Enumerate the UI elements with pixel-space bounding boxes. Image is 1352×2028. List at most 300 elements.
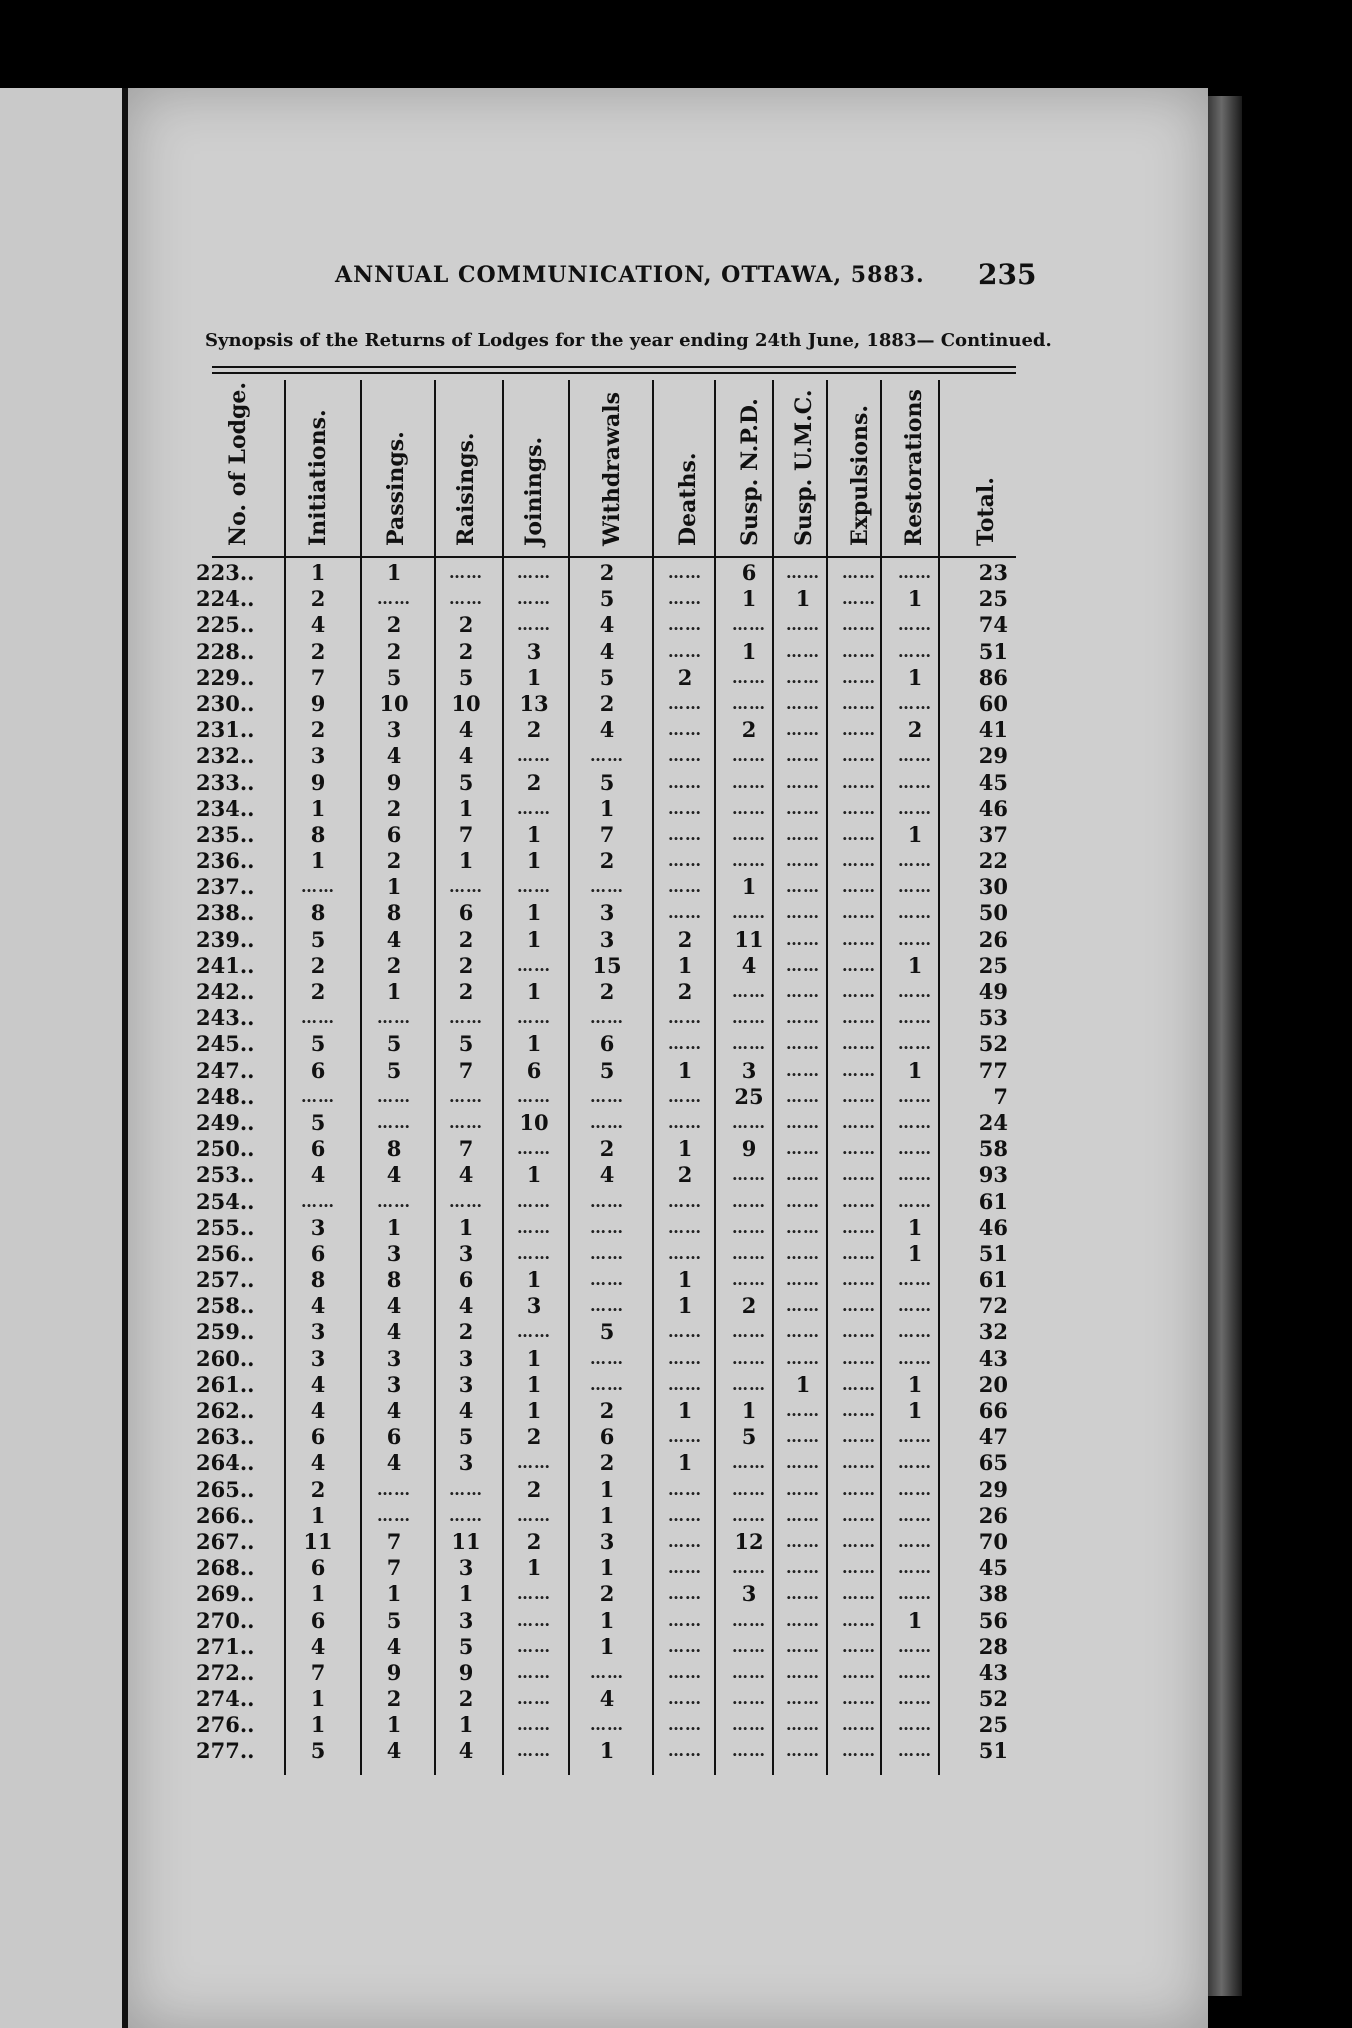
table-row xyxy=(196,1659,1016,1686)
table-row xyxy=(196,874,1016,900)
lodge-number: 245.. xyxy=(196,1031,255,1057)
cell-empty-dots: …… xyxy=(898,1662,932,1682)
cell-empty-dots: …… xyxy=(732,1479,766,1499)
cell-empty-dots: …… xyxy=(842,1741,876,1761)
cell-rest: 1 xyxy=(907,1240,923,1266)
cell-init: 4 xyxy=(310,1371,326,1397)
cell-init: 6 xyxy=(310,1240,326,1266)
table-row xyxy=(196,1057,1016,1084)
cell-total: 51 xyxy=(978,638,1008,664)
cell-empty-dots: …… xyxy=(842,1008,876,1028)
cell-rest: 1 xyxy=(907,821,923,847)
cell-empty-dots: …… xyxy=(517,1662,551,1682)
cell-raise: 3 xyxy=(458,1345,474,1371)
cell-total: 93 xyxy=(978,1162,1008,1188)
cell-init: 4 xyxy=(310,1633,326,1659)
cell-join: 1 xyxy=(526,1371,542,1397)
cell-pass: 2 xyxy=(386,848,402,874)
cell-death: 1 xyxy=(677,952,693,978)
cell-empty-dots: …… xyxy=(732,1165,766,1185)
cell-init: 4 xyxy=(310,1162,326,1188)
cell-empty-dots: …… xyxy=(786,1243,820,1263)
cell-total: 7 xyxy=(993,1083,1008,1109)
cell-empty-dots: …… xyxy=(842,1531,876,1551)
table-row xyxy=(196,1686,1016,1712)
lodge-number: 228.. xyxy=(196,638,255,664)
cell-raise: 7 xyxy=(458,821,474,847)
cell-with: 1 xyxy=(599,1502,615,1528)
cell-empty-dots: …… xyxy=(842,615,876,635)
cell-init: 4 xyxy=(310,1293,326,1319)
cell-npd: 1 xyxy=(741,1398,757,1423)
top-rule xyxy=(212,366,1016,368)
cell-empty-dots: …… xyxy=(898,1191,932,1211)
cell-total: 66 xyxy=(978,1398,1008,1423)
header-rule xyxy=(212,556,1016,558)
cell-pass: 8 xyxy=(386,1136,402,1162)
lodge-number: 247.. xyxy=(196,1057,255,1083)
table-row xyxy=(196,586,1016,612)
cell-empty-dots: …… xyxy=(732,1610,766,1630)
cell-total: 60 xyxy=(978,690,1008,716)
cell-with: 1 xyxy=(599,1738,615,1764)
cell-init: 1 xyxy=(310,1712,326,1738)
lodge-number: 268.. xyxy=(196,1555,255,1581)
cell-empty-dots: …… xyxy=(668,563,702,582)
cell-pass: 4 xyxy=(386,743,402,769)
cell-with: 4 xyxy=(599,638,615,664)
cell-pass: 2 xyxy=(386,638,402,664)
cell-init: 9 xyxy=(310,769,326,795)
cell-death: 2 xyxy=(677,926,693,952)
cell-init: 2 xyxy=(310,586,326,612)
lodge-number: 236.. xyxy=(196,848,255,874)
cell-empty-dots: …… xyxy=(842,1112,876,1132)
cell-with: 2 xyxy=(599,560,615,585)
cell-raise: 2 xyxy=(458,1686,474,1712)
col-head-expulsions: Expulsions. xyxy=(847,404,873,546)
cell-total: 26 xyxy=(978,1502,1008,1528)
running-header: ANNUAL COMMUNICATION, OTTAWA, 5883. xyxy=(335,262,925,288)
table-row xyxy=(196,1240,1016,1267)
lodge-number: 235.. xyxy=(196,821,255,847)
cell-empty-dots: …… xyxy=(732,1348,766,1368)
cell-init: 3 xyxy=(310,743,326,769)
cell-join: 3 xyxy=(526,1293,542,1319)
cell-death: 2 xyxy=(677,979,693,1004)
cell-join: 2 xyxy=(526,1528,542,1554)
cell-total: 61 xyxy=(978,1188,1008,1214)
cell-raise: 1 xyxy=(458,1214,474,1240)
cell-empty-dots: …… xyxy=(517,1636,551,1656)
cell-empty-dots: …… xyxy=(898,929,932,949)
cell-empty-dots: …… xyxy=(668,1348,702,1368)
cell-npd: 4 xyxy=(741,952,757,978)
cell-init: 4 xyxy=(310,1450,326,1476)
cell-empty-dots: …… xyxy=(668,1427,702,1447)
cell-init: 5 xyxy=(310,1738,326,1764)
cell-raise: 2 xyxy=(458,1319,474,1345)
cell-empty-dots: …… xyxy=(786,1139,820,1159)
table-row xyxy=(196,821,1016,848)
cell-empty-dots: …… xyxy=(898,615,932,635)
cell-empty-dots: …… xyxy=(449,1505,483,1525)
cell-pass: 6 xyxy=(386,1424,402,1450)
cell-empty-dots: …… xyxy=(517,615,551,635)
cell-init: 6 xyxy=(310,1136,326,1162)
cell-npd: 9 xyxy=(741,1136,757,1162)
table-row xyxy=(196,1633,1016,1660)
cell-empty-dots: …… xyxy=(898,877,932,897)
lodge-number: 264.. xyxy=(196,1450,255,1476)
cell-empty-dots: …… xyxy=(898,1689,932,1709)
lodge-number: 234.. xyxy=(196,795,255,821)
cell-empty-dots: …… xyxy=(786,1008,820,1028)
cell-empty-dots: …… xyxy=(786,798,820,818)
cell-empty-dots: …… xyxy=(668,798,702,818)
cell-with: 2 xyxy=(599,690,615,716)
table-row xyxy=(196,1555,1016,1581)
cell-with: 3 xyxy=(599,900,615,926)
cell-total: 52 xyxy=(978,1686,1008,1712)
cell-empty-dots: …… xyxy=(668,1322,702,1342)
cell-init: 3 xyxy=(310,1319,326,1345)
cell-empty-dots: …… xyxy=(786,1060,820,1080)
cell-empty-dots: …… xyxy=(842,1060,876,1080)
cell-total: 46 xyxy=(978,1214,1008,1240)
cell-raise: 6 xyxy=(458,900,474,926)
table-row xyxy=(196,979,1016,1005)
cell-empty-dots: …… xyxy=(517,877,551,897)
cell-join: 2 xyxy=(526,769,542,795)
cell-empty-dots: …… xyxy=(786,1034,820,1054)
table-row xyxy=(196,769,1016,796)
lodge-number: 233.. xyxy=(196,769,255,795)
facing-page-edge xyxy=(0,88,122,2028)
cell-join: 1 xyxy=(526,900,542,926)
cell-empty-dots: …… xyxy=(517,798,551,818)
cell-empty-dots: …… xyxy=(898,1715,932,1735)
cell-raise: 2 xyxy=(458,638,474,664)
cell-empty-dots: …… xyxy=(668,641,702,661)
cell-empty-dots: …… xyxy=(517,1505,551,1525)
cell-empty-dots: …… xyxy=(449,589,483,609)
cell-with: 5 xyxy=(599,1057,615,1083)
cell-empty-dots: …… xyxy=(842,1348,876,1368)
table-row xyxy=(196,1136,1016,1162)
cell-empty-dots: …… xyxy=(668,824,702,844)
cell-empty-dots: …… xyxy=(668,1374,702,1394)
cell-raise: 7 xyxy=(458,1136,474,1162)
cell-empty-dots: …… xyxy=(517,746,551,766)
cell-empty-dots: …… xyxy=(668,1479,702,1499)
cell-empty-dots: …… xyxy=(590,1112,624,1132)
cell-raise: 1 xyxy=(458,1712,474,1738)
cell-empty-dots: …… xyxy=(786,1191,820,1211)
cell-raise: 2 xyxy=(458,926,474,952)
cell-raise: 3 xyxy=(458,1555,474,1581)
cell-empty-dots: …… xyxy=(590,1348,624,1368)
cell-empty-dots: …… xyxy=(590,1296,624,1316)
cell-empty-dots: …… xyxy=(732,746,766,766)
cell-empty-dots: …… xyxy=(377,1505,411,1525)
cell-total: 45 xyxy=(978,1555,1008,1581)
lodge-number: 272.. xyxy=(196,1659,255,1685)
cell-empty-dots: …… xyxy=(898,1348,932,1368)
cell-join: 1 xyxy=(526,1398,542,1423)
cell-empty-dots: …… xyxy=(786,1584,820,1604)
cell-npd: 1 xyxy=(741,874,757,900)
cell-total: 61 xyxy=(978,1267,1008,1293)
cell-empty-dots: …… xyxy=(786,641,820,661)
cell-raise: 4 xyxy=(458,1738,474,1764)
cell-total: 25 xyxy=(978,1712,1008,1738)
lodge-number: 241.. xyxy=(196,952,255,978)
cell-empty-dots: …… xyxy=(786,1086,820,1106)
cell-empty-dots: …… xyxy=(898,641,932,661)
cell-empty-dots: …… xyxy=(842,1191,876,1211)
cell-pass: 2 xyxy=(386,612,402,638)
cell-empty-dots: …… xyxy=(898,982,932,1001)
cell-empty-dots: …… xyxy=(377,1191,411,1211)
cell-total: 30 xyxy=(978,874,1008,900)
cell-init: 1 xyxy=(310,1581,326,1607)
cell-pass: 3 xyxy=(386,717,402,743)
cell-pass: 5 xyxy=(386,1031,402,1057)
cell-death: 1 xyxy=(677,1057,693,1083)
cell-umc: 1 xyxy=(795,1371,811,1397)
col-head-initiations: Initiations. xyxy=(305,409,331,546)
cell-init: 5 xyxy=(310,1109,326,1135)
cell-empty-dots: …… xyxy=(732,693,766,713)
cell-init: 6 xyxy=(310,1424,326,1450)
cell-empty-dots: …… xyxy=(732,1453,766,1473)
cell-empty-dots: …… xyxy=(786,1636,820,1656)
cell-join: 1 xyxy=(526,1345,542,1371)
lodge-table xyxy=(196,560,1016,1765)
table-row xyxy=(196,1214,1016,1241)
cell-death: 1 xyxy=(677,1450,693,1476)
cell-empty-dots: …… xyxy=(668,1191,702,1211)
cell-rest: 1 xyxy=(907,1398,923,1423)
cell-empty-dots: …… xyxy=(732,982,766,1001)
cell-pass: 10 xyxy=(379,690,409,716)
cell-total: 52 xyxy=(978,1031,1008,1057)
cell-empty-dots: …… xyxy=(732,1112,766,1132)
cell-raise: 3 xyxy=(458,1240,474,1266)
cell-empty-dots: …… xyxy=(590,746,624,766)
cell-empty-dots: …… xyxy=(301,1008,335,1028)
cell-join: 1 xyxy=(526,1267,542,1293)
lodge-number: 250.. xyxy=(196,1136,255,1162)
cell-empty-dots: …… xyxy=(517,1008,551,1028)
cell-rest: 1 xyxy=(907,1214,923,1240)
cell-init: 2 xyxy=(310,1476,326,1502)
cell-total: 29 xyxy=(978,743,1008,769)
cell-empty-dots: …… xyxy=(590,1217,624,1237)
cell-empty-dots: …… xyxy=(517,1610,551,1630)
cell-with: 6 xyxy=(599,1031,615,1057)
cell-empty-dots: …… xyxy=(732,1217,766,1237)
cell-npd: 12 xyxy=(734,1528,764,1554)
cell-pass: 9 xyxy=(386,769,402,795)
cell-empty-dots: …… xyxy=(898,1453,932,1473)
cell-npd: 5 xyxy=(741,1424,757,1450)
cell-pass: 3 xyxy=(386,1240,402,1266)
cell-empty-dots: …… xyxy=(517,1322,551,1342)
cell-empty-dots: …… xyxy=(668,589,702,609)
cell-with: 6 xyxy=(599,1424,615,1450)
cell-empty-dots: …… xyxy=(842,798,876,818)
cell-pass: 1 xyxy=(386,560,402,585)
lodge-number: 242.. xyxy=(196,979,255,1004)
cell-empty-dots: …… xyxy=(842,1217,876,1237)
cell-join: 1 xyxy=(526,1162,542,1188)
table-row xyxy=(196,926,1016,953)
cell-empty-dots: …… xyxy=(517,1191,551,1211)
cell-total: 47 xyxy=(978,1424,1008,1450)
cell-empty-dots: …… xyxy=(668,903,702,923)
cell-pass: 4 xyxy=(386,1162,402,1188)
cell-join: 6 xyxy=(526,1057,542,1083)
lodge-number: 224.. xyxy=(196,586,255,612)
cell-join: 10 xyxy=(519,1109,549,1135)
cell-empty-dots: …… xyxy=(590,1374,624,1394)
cell-init: 2 xyxy=(310,638,326,664)
cell-empty-dots: …… xyxy=(668,746,702,766)
cell-pass: 5 xyxy=(386,1057,402,1083)
cell-with: 4 xyxy=(599,1686,615,1712)
cell-empty-dots: …… xyxy=(842,1584,876,1604)
cell-pass: 1 xyxy=(386,1712,402,1738)
cell-empty-dots: …… xyxy=(786,1689,820,1709)
cell-empty-dots: …… xyxy=(786,1610,820,1630)
cell-with: 5 xyxy=(599,769,615,795)
cell-death: 1 xyxy=(677,1267,693,1293)
cell-empty-dots: …… xyxy=(668,615,702,635)
cell-join: 2 xyxy=(526,1476,542,1502)
cell-empty-dots: …… xyxy=(786,877,820,897)
cell-npd: 25 xyxy=(734,1083,764,1109)
lodge-number: 262.. xyxy=(196,1398,255,1423)
cell-empty-dots: …… xyxy=(842,641,876,661)
page-number: 235 xyxy=(978,258,1037,291)
column-headers xyxy=(212,380,1016,556)
col-head-total: Total. xyxy=(973,477,999,546)
cell-empty-dots: …… xyxy=(517,1453,551,1473)
cell-empty-dots: …… xyxy=(449,563,483,582)
cell-total: 72 xyxy=(978,1293,1008,1319)
cell-empty-dots: …… xyxy=(786,1112,820,1132)
cell-pass: 4 xyxy=(386,1293,402,1319)
cell-init: 1 xyxy=(310,1502,326,1528)
cell-with: 2 xyxy=(599,979,615,1004)
cell-empty-dots: …… xyxy=(732,1034,766,1054)
cell-pass: 2 xyxy=(386,795,402,821)
cell-empty-dots: …… xyxy=(668,693,702,713)
cell-empty-dots: …… xyxy=(786,1741,820,1761)
cell-empty-dots: …… xyxy=(898,903,932,923)
cell-empty-dots: …… xyxy=(786,1296,820,1316)
cell-empty-dots: …… xyxy=(590,1008,624,1028)
cell-pass: 2 xyxy=(386,1686,402,1712)
cell-total: 45 xyxy=(978,769,1008,795)
cell-empty-dots: …… xyxy=(898,693,932,713)
cell-join: 2 xyxy=(526,1424,542,1450)
lodge-number: 274.. xyxy=(196,1686,255,1712)
cell-empty-dots: …… xyxy=(668,1243,702,1263)
cell-empty-dots: …… xyxy=(842,1610,876,1630)
cell-empty-dots: …… xyxy=(590,1715,624,1735)
cell-with: 5 xyxy=(599,586,615,612)
cell-empty-dots: …… xyxy=(668,1741,702,1761)
cell-empty-dots: …… xyxy=(786,1505,820,1525)
lodge-number: 257.. xyxy=(196,1267,255,1293)
cell-empty-dots: …… xyxy=(732,1505,766,1525)
lodge-number: 256.. xyxy=(196,1240,255,1266)
cell-total: 56 xyxy=(978,1607,1008,1633)
cell-pass: 3 xyxy=(386,1345,402,1371)
cell-death: 1 xyxy=(677,1293,693,1319)
cell-total: 43 xyxy=(978,1345,1008,1371)
cell-total: 58 xyxy=(978,1136,1008,1162)
cell-empty-dots: …… xyxy=(786,720,820,740)
cell-join: 1 xyxy=(526,979,542,1004)
cell-empty-dots: …… xyxy=(898,1086,932,1106)
table-row xyxy=(196,1476,1016,1503)
table-row xyxy=(196,952,1016,979)
cell-empty-dots: …… xyxy=(377,1086,411,1106)
cell-raise: 11 xyxy=(451,1528,481,1554)
cell-empty-dots: …… xyxy=(732,772,766,792)
cell-empty-dots: …… xyxy=(786,615,820,635)
cell-init: 2 xyxy=(310,717,326,743)
cell-pass: 5 xyxy=(386,664,402,690)
cell-empty-dots: …… xyxy=(842,1636,876,1656)
cell-empty-dots: …… xyxy=(517,1139,551,1159)
cell-empty-dots: …… xyxy=(842,982,876,1001)
table-row xyxy=(196,1293,1016,1319)
cell-raise: 1 xyxy=(458,848,474,874)
cell-empty-dots: …… xyxy=(842,955,876,975)
cell-raise: 2 xyxy=(458,952,474,978)
table-row xyxy=(196,1607,1016,1634)
table-row xyxy=(196,1371,1016,1398)
table-row xyxy=(196,795,1016,822)
cell-init: 4 xyxy=(310,612,326,638)
cell-init: 4 xyxy=(310,1398,326,1423)
cell-pass: 5 xyxy=(386,1607,402,1633)
cell-empty-dots: …… xyxy=(842,851,876,871)
cell-rest: 1 xyxy=(907,664,923,690)
cell-empty-dots: …… xyxy=(842,746,876,766)
lodge-number: 276.. xyxy=(196,1712,255,1738)
cell-empty-dots: …… xyxy=(842,903,876,923)
cell-empty-dots: …… xyxy=(449,1191,483,1211)
cell-empty-dots: …… xyxy=(898,1531,932,1551)
cell-total: 37 xyxy=(978,821,1008,847)
table-row xyxy=(196,743,1016,769)
cell-empty-dots: …… xyxy=(898,1505,932,1525)
cell-with: 4 xyxy=(599,1162,615,1188)
table-row xyxy=(196,1319,1016,1345)
cell-join: 3 xyxy=(526,638,542,664)
cell-empty-dots: …… xyxy=(898,563,932,582)
cell-empty-dots: …… xyxy=(842,667,876,687)
col-head-susp-umc: Susp. U.M.C. xyxy=(791,389,817,546)
cell-empty-dots: …… xyxy=(590,1270,624,1290)
cell-empty-dots: …… xyxy=(517,1584,551,1604)
